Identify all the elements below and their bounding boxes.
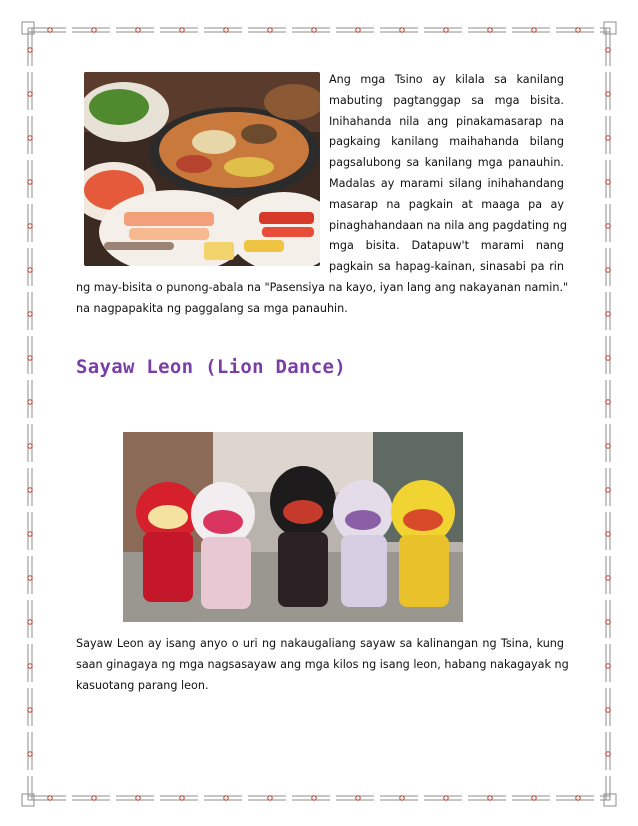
text-line: pinaghahandaan na nila ang pagdating ng: [329, 218, 567, 232]
text-line: pagsalubong sa kanilang mga panauhin.: [329, 156, 564, 170]
text-line: pagkaing kanilang maihahanda bilang: [329, 135, 564, 149]
section-title: Sayaw Leon (Lion Dance): [76, 356, 346, 378]
text-line: Madalas ay marami silang inihahandang: [329, 176, 564, 190]
text-line: ng may-bisita o punong-abala na "Pasensiya na kayo, iyan lang ang nakayanan namin.": [76, 281, 569, 294]
text-line: Sayaw Leon ay isang anyo o uri ng nakaugaliang sayaw sa kalinangan ng Tsina, kung: [76, 637, 564, 650]
text-line: saan ginagaya ng mga nagsasayaw ang mga kilos ng isang leon, habang nakagayak ng: [76, 657, 569, 671]
text-line: mga bisita. Datapuw't marami nang: [329, 239, 564, 253]
lion-dance-photo: [123, 432, 463, 622]
text-line: Ang mga Tsino ay kilala sa kanilang: [329, 73, 564, 86]
text-line: na nagpapakita ng paggalang sa mga panauhin.: [76, 301, 348, 315]
text-line: pagkain sa hapag-kainan, sinasabi pa rin: [329, 260, 564, 274]
food-photo: [84, 72, 320, 266]
intro-paragraph-continuation: [76, 278, 569, 320]
text-line: mabuting pagtanggap sa mga bisita.: [329, 93, 564, 107]
intro-paragraph-top: [329, 70, 567, 278]
text-line: Inihahanda nila ang pinakamasarap na: [329, 114, 564, 128]
text-line: masarap na pagkain at maaga pa ay: [329, 197, 564, 211]
lion-dance-paragraph: [76, 634, 569, 696]
text-line: kasuotang parang leon.: [76, 678, 209, 692]
